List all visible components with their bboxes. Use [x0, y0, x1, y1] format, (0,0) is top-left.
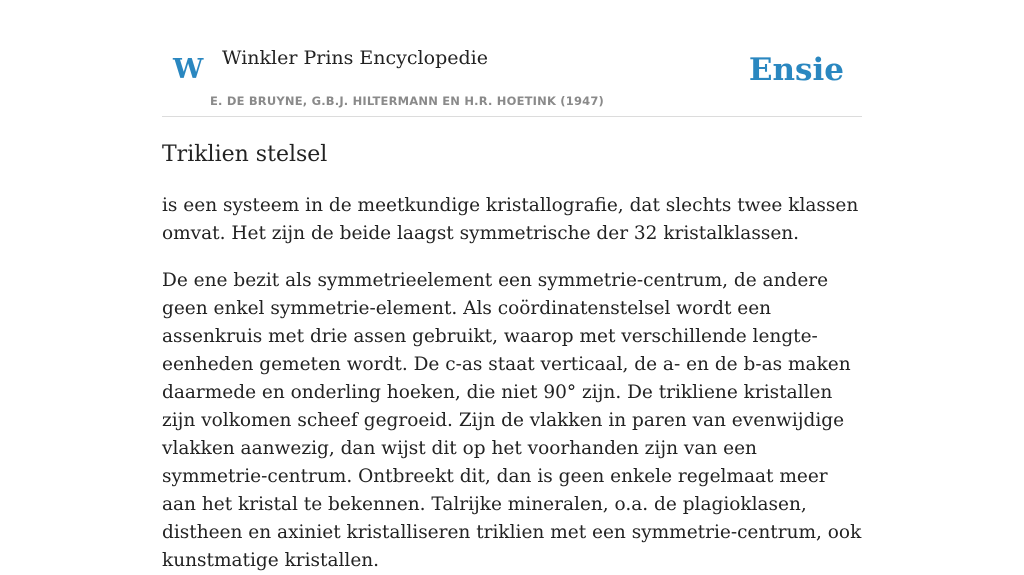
article [162, 138, 862, 575]
article-paragraph: is een systeem in de meetkundige kristallografie, dat slechts twee klassen omvat. Het zijn de beide laagst symmetrische der 32 kristalklassen. [162, 195, 859, 244]
article-paragraph: De ene bezit als symmetrieelement een symmetrie-centrum, de andere geen enkel symmetrie-element. Als coördinatenstelsel wordt een assenkruis met drie assen gebruikt, waarop met verschillende lengte-eenheden gemeten wordt. De c-as staat verticaal, de a- en de b-as maken daarmede en onderling hoeken, die niet 90° zijn. De trikliene kristallen zijn volkomen scheef gegroeid. Zijn de vlakken in paren van evenwijdige vlakken aanwezig, dan wijst dit op het voorhanden zijn van een symmetrie-centrum. Ontbreekt dit, dan is geen enkele regelmaat meer aan het kristal te bekennen. Talrijke mineralen, o.a. de plagioklasen, distheen en axiniet kristalliseren triklien met een symmetrie-centrum, ook kunstmatige kristallen. [162, 270, 862, 571]
source-header [162, 0, 862, 117]
source-title[interactable]: Winkler Prins Encyclopedie [222, 47, 488, 69]
source-authors: E. DE BRUYNE, G.B.J. HILTERMANN EN H.R. HOETINK (1947) [210, 94, 605, 108]
ensie-logo-link[interactable]: Ensie [748, 52, 844, 88]
winkler-prins-logo[interactable]: W [173, 54, 204, 85]
article-title: Triklien stelsel [162, 142, 328, 167]
